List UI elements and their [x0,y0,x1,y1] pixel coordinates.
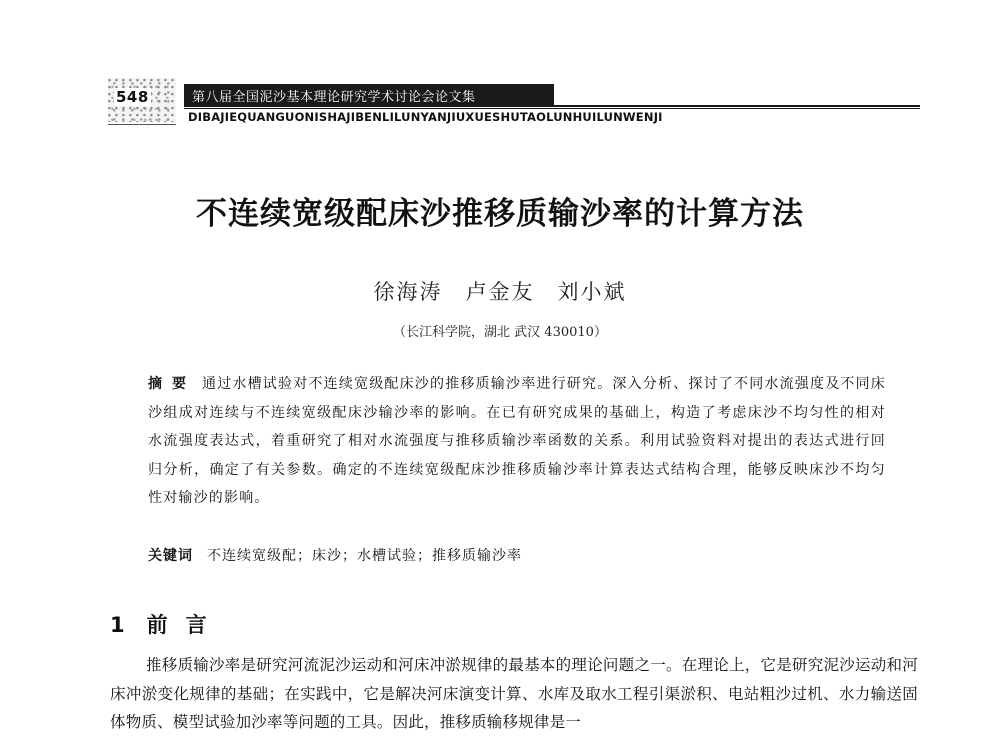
abstract-label: 摘要 [148,376,196,392]
journal-title: 第八届全国泥沙基本理论研究学术讨论会论文集 [192,90,476,105]
paper-title: 不连续宽级配床沙推移质输沙率的计算方法 [196,196,804,232]
section-title: 前言 [146,613,225,637]
paper-affiliation: （长江科学院，湖北 武汉 430010） [393,325,607,340]
keywords [148,545,886,565]
page-number-badge [108,78,176,122]
header-rule-thick [184,105,920,107]
section-number: 1 [110,613,125,637]
abstract [148,370,886,513]
section-heading [110,609,225,639]
keywords-text: 不连续宽级配；床沙；水槽试验；推移质输沙率 [207,548,522,564]
header-left-rule [108,124,176,125]
journal-pinyin: DIBAJIEQUANGUONISHAJIBENLILUNYANJIUXUESHUTAOLUNHUILUNWENJI [188,110,663,124]
running-header [108,78,920,126]
journal-title-bar [184,84,554,106]
keywords-label: 关键词 [148,548,193,564]
paper-authors: 徐海涛 卢金友 刘小斌 [373,280,627,304]
header-rule-thin [184,108,920,109]
page-number: 548 [116,88,149,106]
body-paragraph: 推移质输沙率是研究河流泥沙运动和河床冲淤规律的最基本的理论问题之一。在理论上，它是研究泥沙运动和河床冲淤变化规律的基础；在实践中，它是解决河床演变计算、水库及取水工程引渠淤积、电站粗沙过机、水力输送固体物质、模型试验加沙率等问题的工具。因此，推移质输移规律是一 [110,656,918,731]
abstract-text: 通过水槽试验对不连续宽级配床沙的推移质输沙率进行研究。深入分析、探讨了不同水流强度及不同床沙组成对连续与不连续宽级配床沙输沙率的影响。在已有研究成果的基础上，构造了考虑床沙不均匀性的相对水流强度表达式，着重研究了相对水流强度与推移质输沙率函数的关系。利用试验资料对提出的表达式进行回归分析，确定了有关参数。确定的不连续宽级配床沙推移质输沙率计算表达式结构合理，能够反映床沙不均匀性对输沙的影响。 [148,376,886,506]
